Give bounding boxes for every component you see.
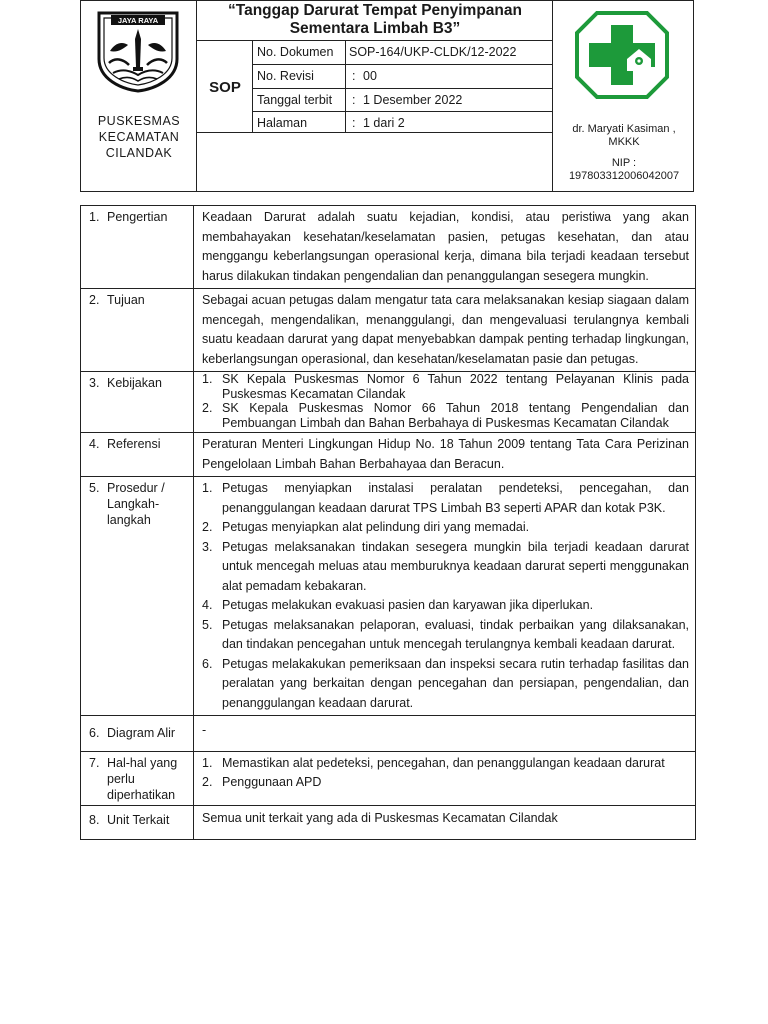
list-item: 1. SK Kepala Puskesmas Nomor 6 Tahun 2022 tentang Pelayanan Klinis pada Puskesmas Kecamatan Cilandak xyxy=(202,372,689,401)
prosedur-list xyxy=(202,479,689,713)
section-label: 1. Pengertian xyxy=(81,206,194,289)
list-item: 2. SK Kepala Puskesmas Nomor 66 Tahun 2018 tentang Pengendalian dan Pembuangan Limbah dan Bahan Berbahaya di Puskesmas Kecamatan Cilandak xyxy=(202,401,689,430)
meta-value: 1 Desember 2022 xyxy=(363,93,463,107)
section-row-prosedur xyxy=(81,477,696,716)
title-line: Sementara Limbah B3” xyxy=(289,20,461,37)
section-content xyxy=(194,289,696,372)
meta-colon: : xyxy=(352,93,356,107)
organization-name xyxy=(81,113,197,161)
unit-text: Semua unit terkait yang ada di Puskesmas Kecamatan Cilandak xyxy=(202,811,558,825)
section-content xyxy=(194,372,696,433)
svg-text:JAYA RAYA: JAYA RAYA xyxy=(117,16,159,25)
list-item: 1. Petugas menyiapkan instalasi peralatan pendeteksi, pencegahan, dan penanggulangan keadaan darurat TPS Limbah B3 seperti APAR dan kotak P3K. xyxy=(202,481,689,515)
section-label: 4. Referensi xyxy=(81,433,194,477)
organization-line: PUSKESMAS xyxy=(97,114,181,128)
section-label: 7. Hal-hal yang perlu diperhatikan xyxy=(81,752,194,806)
referensi-text: Peraturan Menteri Lingkungan Hidup No. 18 Tahun 2009 tentang Tata Cara Perizinan Pengelolaan Limbah Bahan Berbahayaa dan Beracun. xyxy=(202,437,689,471)
section-row-diagram xyxy=(81,716,696,752)
section-row-referensi xyxy=(81,433,696,477)
signer-name: dr. Maryati Kasiman , xyxy=(572,123,676,135)
meta-colon: : xyxy=(352,116,356,130)
meta-value: 1 dari 2 xyxy=(363,116,405,130)
section-label: 2. Tujuan xyxy=(81,289,194,372)
pengertian-text: Keadaan Darurat adalah suatu kejadian, kondisi, atau peristiwa yang akan membahayakan kesehatan/keselamatan pasien, petugas kesehatan, dan atau menggangu keberlangsungan operasional kerja, dimana bila terjadi keadaan tersebut harus dilakukan tindakan pengendalian dan penanggulangan sesegera mungkin. xyxy=(202,210,689,283)
section-label: 6. Diagram Alir xyxy=(81,716,194,752)
nip-label: NIP : xyxy=(611,157,637,169)
list-item: 3. Petugas melaksanakan tindakan sesegera mungkin bila terjadi keadaan darurat untuk mencegah meluas atau memburuknya keadaan darurat seperti menggunakan alat pemadam kebakaran. xyxy=(202,539,689,593)
kebijakan-list xyxy=(202,372,689,430)
organization-line: CILANDAK xyxy=(105,146,173,160)
tujuan-text: Sebagai acuan petugas dalam mengatur tata cara melaksanakan kesiap siagaan dalam mencegah, mengendalikan, menanggulangi, dan mengevaluasi terulangnya kembali suatu keadaan darurat yang dapat menyebabkan dampak penting terhadap lingkungan, keberlangsungan operasional, dan kesehatan/keselamatan pasie dan petugas. xyxy=(202,293,689,366)
meta-key: Halaman xyxy=(257,116,308,130)
section-content xyxy=(194,752,696,806)
section-label: 5. Prosedur / Langkah-langkah xyxy=(81,477,194,716)
document-title xyxy=(197,1,553,42)
meta-row-revisi xyxy=(253,65,553,88)
meta-value: SOP-164/UKP-CLDK/12-2022 xyxy=(349,45,517,59)
meta-key: No. Dokumen xyxy=(257,45,334,59)
jaya-raya-crest-logo xyxy=(95,9,181,93)
meta-row-dokumen xyxy=(253,41,553,64)
puskesmas-cross-logo xyxy=(575,11,669,99)
document-header xyxy=(80,0,694,192)
meta-colon: : xyxy=(352,69,356,83)
list-item: 4. Petugas melakukan evakuasi pasien dan karyawan jika diperlukan. xyxy=(202,598,594,612)
nip-value: 197803312006042007 xyxy=(568,170,680,182)
list-item: 2. Penggunaan APD xyxy=(202,775,322,789)
section-row-unit xyxy=(81,806,696,840)
meta-key: No. Revisi xyxy=(257,69,314,83)
hal-list xyxy=(202,754,689,792)
section-row-tujuan xyxy=(81,289,696,372)
section-label: 3. Kebijakan xyxy=(81,372,194,433)
section-content xyxy=(194,806,696,840)
list-item: 6. Petugas melakakukan pemeriksaan dan inspeksi secara rutin terhadap fasilitas dan peralatan yang berkaitan dengan pencegahan dan persiapan, pengendalian, dan penanggulangan keadaan darurat. xyxy=(202,656,689,710)
title-line: “Tanggap Darurat Tempat Penyimpanan xyxy=(228,2,522,19)
meta-row-tanggal xyxy=(253,89,553,112)
section-row-pengertian xyxy=(81,206,696,289)
list-item: 2. Petugas menyiapkan alat pelindung diri yang memadai. xyxy=(202,520,530,534)
sop-label: SOP xyxy=(209,78,241,96)
meta-row-halaman xyxy=(253,112,553,132)
section-row-hal xyxy=(81,752,696,806)
section-content xyxy=(194,206,696,289)
section-content xyxy=(194,716,696,752)
section-content xyxy=(194,433,696,477)
section-label: 8. Unit Terkait xyxy=(81,806,194,840)
signer-title: MKKK xyxy=(608,136,640,148)
meta-key: Tanggal terbit xyxy=(257,93,333,107)
section-row-kebijakan xyxy=(81,372,696,433)
signer-block xyxy=(553,123,695,183)
sop-content-table xyxy=(80,205,696,840)
list-item: 1. Memastikan alat pedeteksi, pencegahan, dan penanggulangan keadaan darurat xyxy=(202,756,665,770)
organization-line: KECAMATAN xyxy=(98,130,180,144)
section-content xyxy=(194,477,696,716)
list-item: 5. Petugas melaksanakan pelaporan, evaluasi, tindak perbaikan yang dilaksanakan, dan tindakan pencegahan untuk mencegah terulangnya kembali keadaan darurat. xyxy=(202,617,689,651)
meta-value: 00 xyxy=(363,69,377,83)
diagram-text: - xyxy=(202,723,207,737)
